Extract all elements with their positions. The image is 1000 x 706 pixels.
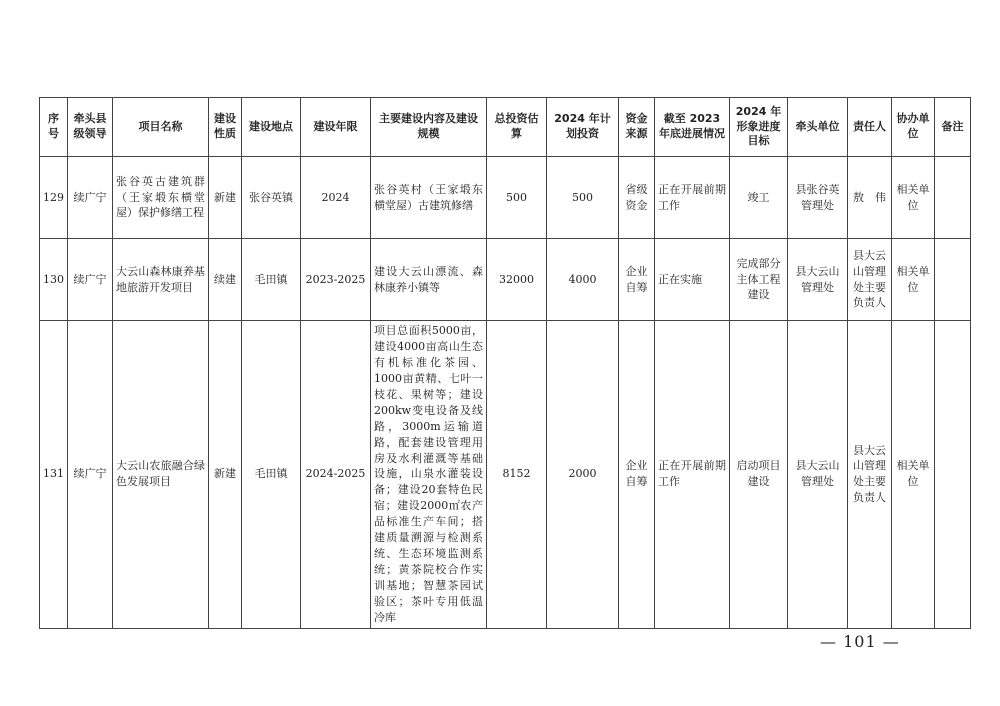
cell-nature: 新建: [209, 157, 242, 239]
cell-progress: 正在实施: [655, 239, 730, 321]
cell-funding: 省级资金: [619, 157, 655, 239]
cell-location: 毛田镇: [242, 321, 301, 629]
cell-plan-2024: 2000: [547, 321, 619, 629]
cell-location: 张谷英镇: [242, 157, 301, 239]
cell-project-name: 张谷英古建筑群（王家塅东横堂屋）保护修缮工程: [113, 157, 209, 239]
cell-lead-unit: 县大云山管理处: [788, 239, 848, 321]
header-cell: 责任人: [848, 98, 892, 157]
cell-progress: 正在开展前期工作: [655, 321, 730, 629]
project-table: [39, 97, 971, 629]
cell-no: 129: [40, 157, 68, 239]
cell-note: [935, 239, 971, 321]
cell-years: 2024-2025: [301, 321, 371, 629]
cell-leader: 续广宁: [68, 157, 113, 239]
cell-person: 县大云山管理处主要负责人: [848, 239, 892, 321]
header-cell: 截至 2023 年底进展情况: [655, 98, 730, 157]
cell-co-unit: 相关单位: [892, 239, 935, 321]
cell-leader: 续广宁: [68, 239, 113, 321]
cell-person: 县大云山管理处主要负责人: [848, 321, 892, 629]
cell-note: [935, 157, 971, 239]
table-row: [40, 321, 971, 629]
cell-funding: 企业自筹: [619, 239, 655, 321]
header-cell: 主要建设内容及建设规模: [371, 98, 487, 157]
cell-total: 32000: [487, 239, 547, 321]
page-number: — 101 —: [820, 632, 900, 651]
header-cell: 协办单位: [892, 98, 935, 157]
header-cell: 建设年限: [301, 98, 371, 157]
cell-total: 500: [487, 157, 547, 239]
header-row: [40, 98, 971, 157]
cell-nature: 续建: [209, 239, 242, 321]
cell-years: 2024: [301, 157, 371, 239]
cell-content: 建设大云山漂流、森林康养小镇等: [371, 239, 487, 321]
cell-project-name: 大云山森林康养基地旅游开发项目: [113, 239, 209, 321]
header-cell: 总投资估算: [487, 98, 547, 157]
cell-lead-unit: 县张谷英管理处: [788, 157, 848, 239]
cell-location: 毛田镇: [242, 239, 301, 321]
cell-co-unit: 相关单位: [892, 157, 935, 239]
cell-target: 完成部分主体工程建设: [730, 239, 788, 321]
cell-content: 项目总面积5000亩，建设4000亩高山生态有机标准化茶园、1000亩黄精、七叶一枝花、果树等；建设200kw变电设备及线路，3000m运输道路，配套建设管理用房及水利灌溉等基础设施，山泉水灌装设备；建设20套特色民宿；建设2000㎡农产品标准生产车间；搭建质量溯源与检测系统、生态环境监测系统；黄茶院校合作实训基地；智慧茶园试验区；茶叶专用低温冷库: [371, 321, 487, 629]
header-cell: 2024 年计划投资: [547, 98, 619, 157]
cell-leader: 续广宁: [68, 321, 113, 629]
header-cell: 建设地点: [242, 98, 301, 157]
cell-note: [935, 321, 971, 629]
header-cell: 备注: [935, 98, 971, 157]
cell-no: 131: [40, 321, 68, 629]
cell-target: 竣工: [730, 157, 788, 239]
cell-funding: 企业自筹: [619, 321, 655, 629]
header-cell: 资金来源: [619, 98, 655, 157]
cell-project-name: 大云山农旅融合绿色发展项目: [113, 321, 209, 629]
table-row: [40, 157, 971, 239]
header-cell: 序号: [40, 98, 68, 157]
cell-nature: 新建: [209, 321, 242, 629]
cell-target: 启动项目建设: [730, 321, 788, 629]
header-cell: 建设性质: [209, 98, 242, 157]
cell-lead-unit: 县大云山管理处: [788, 321, 848, 629]
cell-co-unit: 相关单位: [892, 321, 935, 629]
cell-progress: 正在开展前期工作: [655, 157, 730, 239]
cell-years: 2023-2025: [301, 239, 371, 321]
header-cell: 牵头单位: [788, 98, 848, 157]
header-cell: 牵头县级领导: [68, 98, 113, 157]
cell-plan-2024: 500: [547, 157, 619, 239]
table-row: [40, 239, 971, 321]
header-cell: 2024 年形象进度目标: [730, 98, 788, 157]
cell-no: 130: [40, 239, 68, 321]
cell-person: 敖 伟: [848, 157, 892, 239]
cell-plan-2024: 4000: [547, 239, 619, 321]
header-cell: 项目名称: [113, 98, 209, 157]
cell-content: 张谷英村（王家塅东横堂屋）古建筑修缮: [371, 157, 487, 239]
cell-total: 8152: [487, 321, 547, 629]
